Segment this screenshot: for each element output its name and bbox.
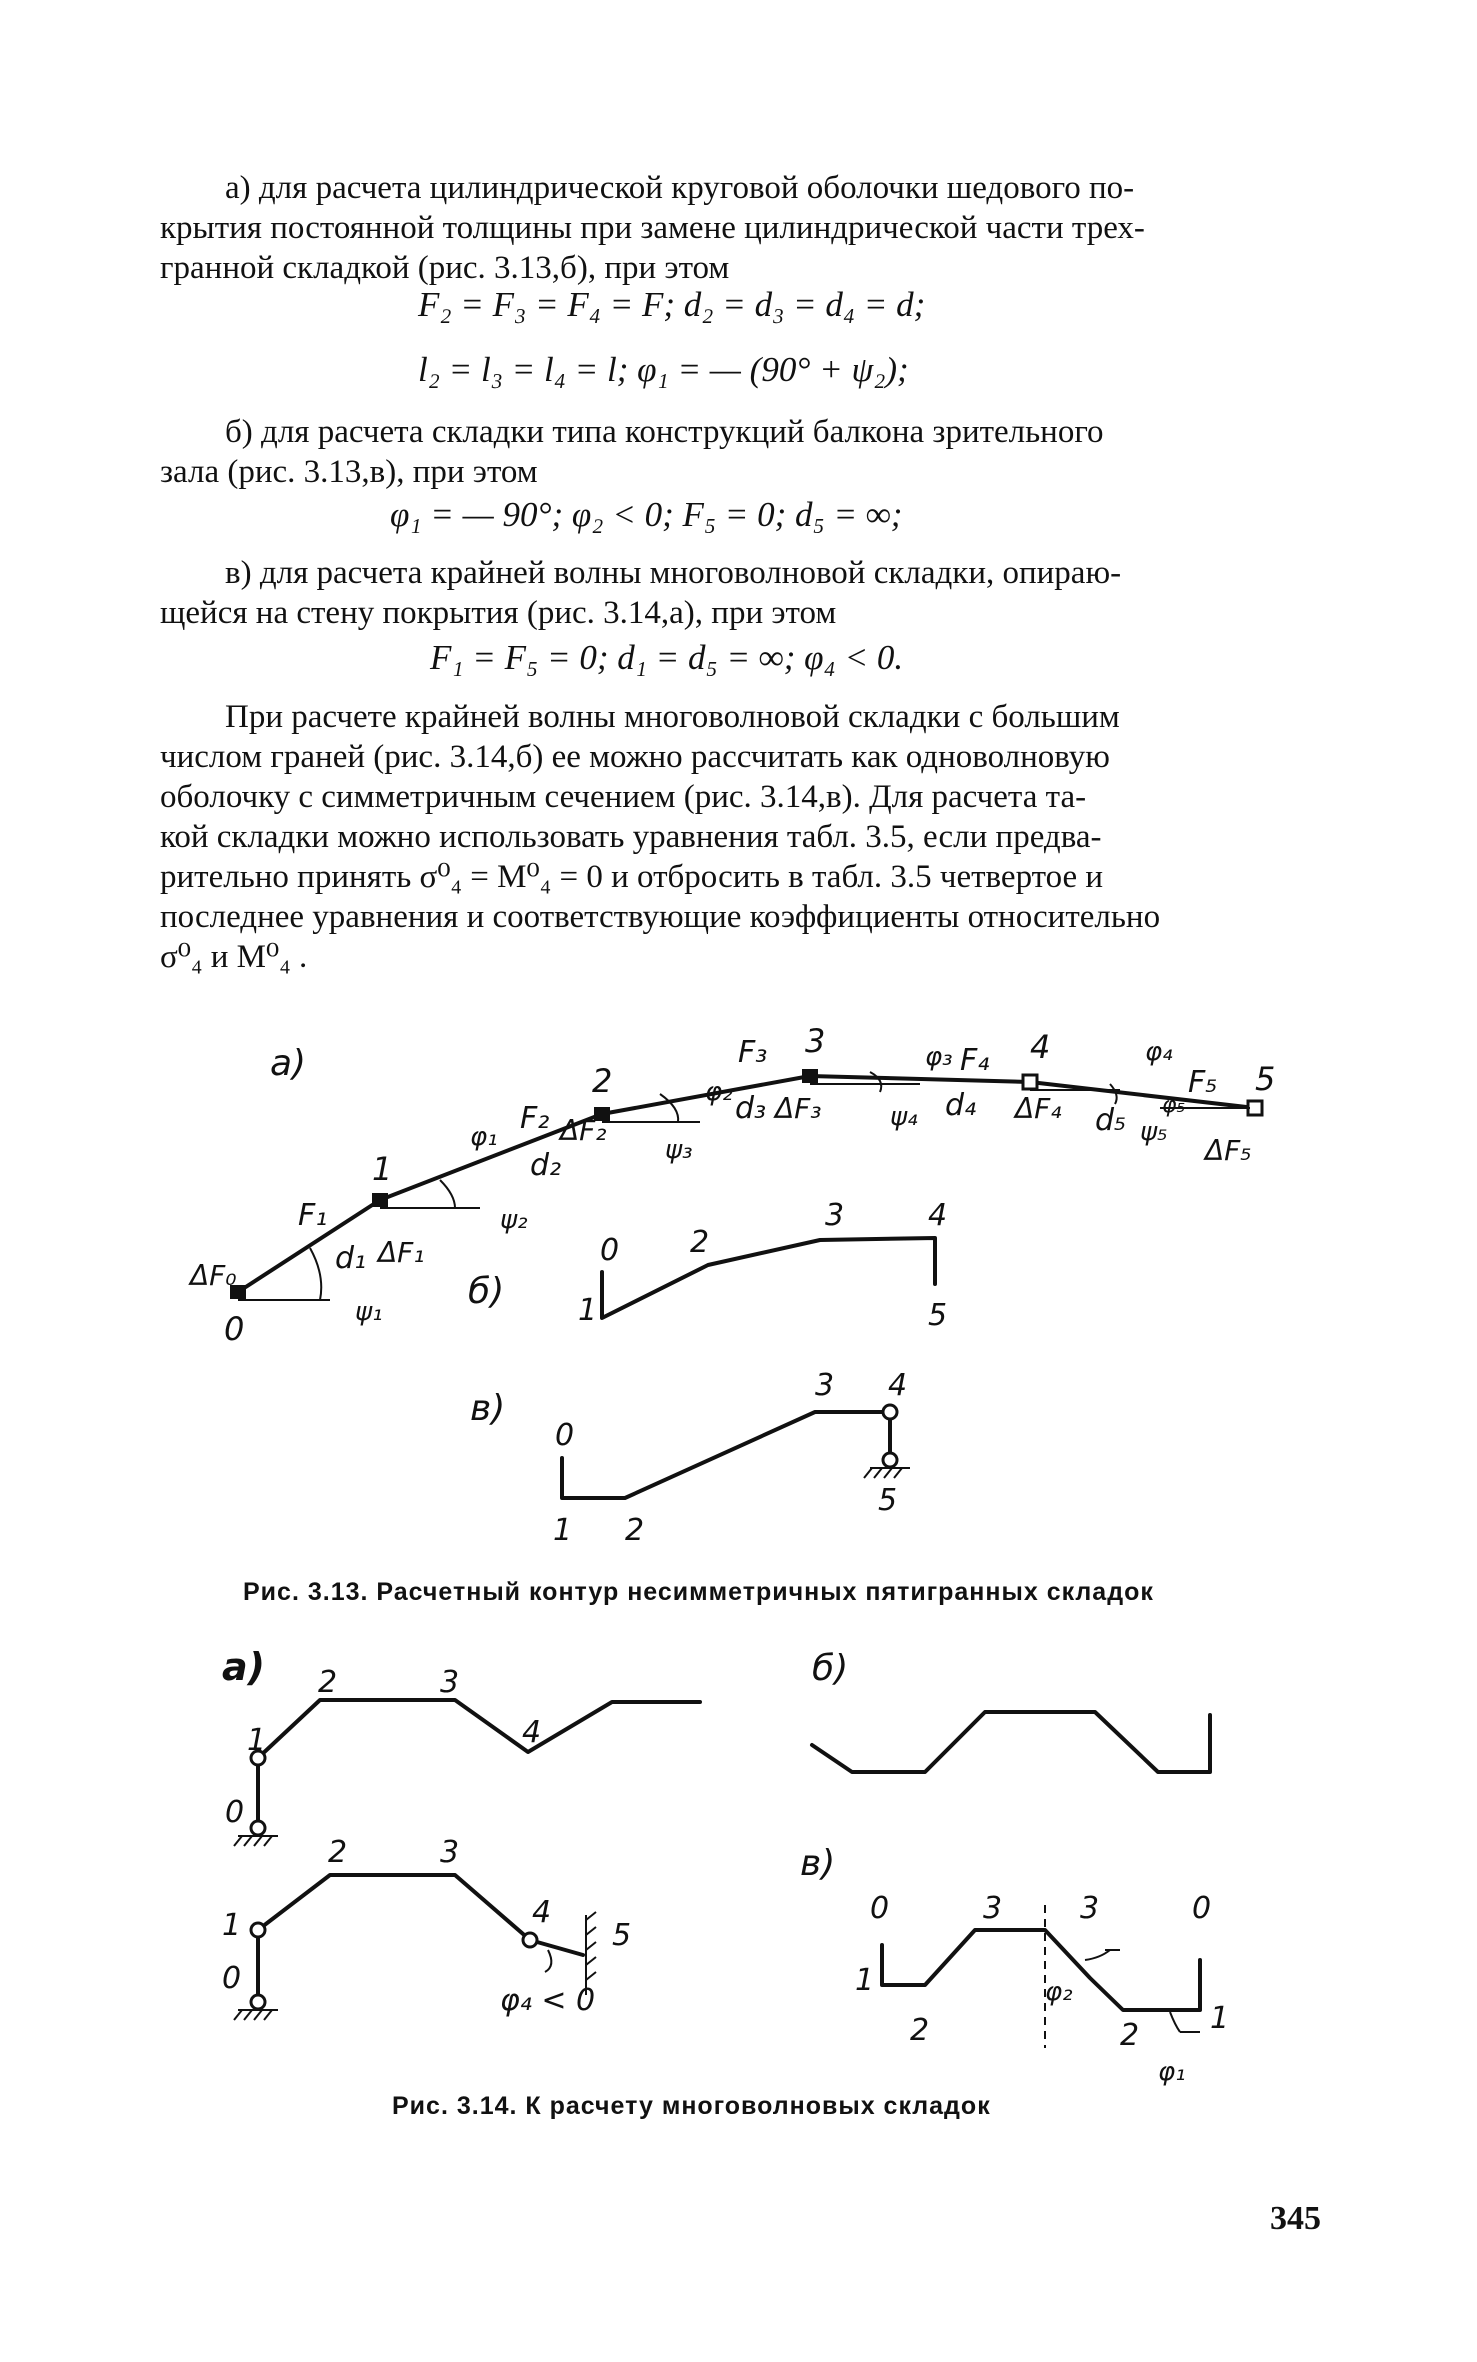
angle-arc bbox=[1085, 1950, 1110, 1960]
delta-label: ΔF₀ bbox=[190, 1259, 237, 1292]
node-label: 3 bbox=[1080, 1891, 1100, 1926]
delta-label: ΔF₃ bbox=[775, 1092, 822, 1125]
node-label: 4 bbox=[888, 1368, 908, 1403]
angle-label: φ₄ bbox=[1145, 1037, 1173, 1067]
figure-caption-3-14: Рис. 3.14. К расчету многоволновых складок bbox=[392, 2092, 991, 2120]
node-label: 0 bbox=[225, 1795, 245, 1830]
hinge bbox=[251, 1821, 265, 1835]
angle-label: ψ₁ bbox=[355, 1297, 383, 1327]
hatch bbox=[234, 1836, 242, 1846]
condition-label: φ₄ < 0 bbox=[500, 1983, 596, 2018]
node-label: 4 bbox=[532, 1895, 552, 1930]
angle-label: ψ₄ bbox=[890, 1102, 918, 1132]
text-line: б) для расчета складки типа конструкций балкона зрительного bbox=[225, 414, 1104, 450]
hatch bbox=[894, 1468, 902, 1478]
node-label: 5 bbox=[878, 1483, 898, 1518]
angle-label: ψ₅ bbox=[1140, 1117, 1168, 1147]
text-line: щейся на стену покрытия (рис. 3.14,а), при этом bbox=[160, 595, 837, 631]
fig314b-label: б) bbox=[812, 1648, 849, 1689]
formula-2: l₂ = l₃ = l₄ = l; φ₁ = — (90° + ψ₂); bbox=[418, 350, 909, 389]
fig313b-polyline bbox=[602, 1238, 935, 1318]
node-label: 2 bbox=[592, 1062, 613, 1100]
text-line: рительно принять σ⁰₄ = M⁰₄ = 0 и отбросить в табл. 3.5 четвертое и bbox=[160, 859, 1104, 895]
node-label: 5 bbox=[928, 1298, 948, 1333]
node-label: 1 bbox=[247, 1723, 267, 1758]
edge-label: d₁ bbox=[335, 1241, 367, 1276]
fig314a-top bbox=[222, 1645, 700, 1846]
node-label: 3 bbox=[983, 1891, 1003, 1926]
node-label: 1 bbox=[222, 1908, 242, 1943]
hatch bbox=[586, 1927, 596, 1935]
node-label: 0 bbox=[555, 1418, 575, 1453]
node-label: 1 bbox=[553, 1513, 573, 1548]
node-block bbox=[372, 1193, 388, 1207]
angle-label: φ₅ bbox=[1162, 1093, 1186, 1118]
fig314b-polyline bbox=[812, 1712, 1210, 1772]
node-label: 3 bbox=[815, 1368, 835, 1403]
node-label: 5 bbox=[1255, 1060, 1276, 1098]
hatch bbox=[264, 1836, 272, 1846]
hatch bbox=[586, 1957, 596, 1965]
formula-4: F₁ = F₅ = 0; d₁ = d₅ = ∞; φ₄ < 0. bbox=[430, 638, 904, 677]
node-label: 3 bbox=[825, 1198, 845, 1233]
node-label: 1 bbox=[855, 1963, 875, 1998]
text-line: σ⁰₄ и M⁰₄ . bbox=[160, 939, 308, 975]
node-label: 3 bbox=[805, 1022, 826, 1060]
hatch bbox=[874, 1468, 882, 1478]
fig313a bbox=[188, 1022, 1275, 1348]
node-label: 3 bbox=[440, 1665, 460, 1700]
fig313c-label: в) bbox=[470, 1388, 506, 1429]
hinge bbox=[523, 1933, 537, 1947]
text-line: оболочку с симметричным сечением (рис. 3.14,в). Для расчета та- bbox=[160, 779, 1087, 815]
angle-arc bbox=[660, 1094, 678, 1122]
node-label: 2 bbox=[625, 1513, 645, 1548]
text-line: При расчете крайней волны многоволновой складки с большим bbox=[225, 699, 1120, 735]
fig314c-label: в) bbox=[800, 1843, 836, 1884]
page-number: 345 bbox=[1270, 2200, 1321, 2237]
edge-label: d₂ bbox=[530, 1148, 562, 1183]
node-label: 3 bbox=[440, 1835, 460, 1870]
delta-label: ΔF₄ bbox=[1015, 1092, 1062, 1125]
delta-label: ΔF₁ bbox=[378, 1236, 425, 1269]
node-label: 2 bbox=[1120, 2018, 1140, 2053]
delta-label: ΔF₅ bbox=[1205, 1134, 1252, 1167]
node-block bbox=[1248, 1101, 1262, 1115]
fig313b bbox=[468, 1198, 947, 1333]
edge-label: F₁ bbox=[298, 1198, 328, 1233]
hatch bbox=[234, 2010, 242, 2020]
text-line: зала (рис. 3.13,в), при этом bbox=[160, 454, 538, 490]
node-label: 0 bbox=[600, 1233, 620, 1268]
fig314a-bottom bbox=[222, 1835, 631, 2020]
text-line: а) для расчета цилиндрической круговой оболочки шедового по- bbox=[225, 170, 1135, 206]
fig314c bbox=[800, 1843, 1229, 2087]
edge-label: F₃ bbox=[738, 1035, 768, 1070]
angle-arc bbox=[1170, 2012, 1180, 2032]
hinge bbox=[251, 1995, 265, 2009]
angle-label: φ₁ bbox=[470, 1122, 498, 1152]
text-line: крытия постоянной толщины при замене цилиндрической части трех- bbox=[160, 210, 1145, 246]
node-label: 5 bbox=[612, 1918, 632, 1953]
formula-1: F₂ = F₃ = F₄ = F; d₂ = d₃ = d₄ = d; bbox=[418, 285, 926, 324]
text-line: последнее уравнения и соответствующие коэффициенты относительно bbox=[160, 899, 1161, 935]
node-label: 4 bbox=[928, 1198, 948, 1233]
edge-label: F₅ bbox=[1188, 1065, 1218, 1100]
edge-label: F₂ bbox=[520, 1101, 550, 1136]
edge-label: d₅ bbox=[1095, 1103, 1127, 1138]
angle-label: φ₂ bbox=[705, 1077, 733, 1107]
angle-label: ψ₃ bbox=[665, 1135, 693, 1165]
angle-label: φ₂ bbox=[1045, 1977, 1073, 2007]
hatch bbox=[254, 1836, 262, 1846]
angle-label: φ₃ bbox=[925, 1042, 953, 1072]
fig313a-label: а) bbox=[270, 1043, 307, 1084]
hatch bbox=[586, 1912, 596, 1920]
angle-arc bbox=[310, 1248, 321, 1300]
node-label: 2 bbox=[328, 1835, 348, 1870]
node-label: 1 bbox=[578, 1293, 598, 1328]
formula-3: φ₁ = — 90°; φ₂ < 0; F₅ = 0; d₅ = ∞; bbox=[390, 495, 903, 534]
angle-arc bbox=[440, 1180, 455, 1208]
angle-arc bbox=[870, 1072, 881, 1092]
node-block bbox=[802, 1069, 818, 1083]
node-label: 4 bbox=[1030, 1028, 1051, 1066]
fig314b bbox=[812, 1648, 1210, 1772]
angle-label: ψ₂ bbox=[500, 1205, 528, 1235]
node-label: 1 bbox=[372, 1150, 393, 1188]
node-label: 2 bbox=[318, 1665, 338, 1700]
figure-caption-3-13: Рис. 3.13. Расчетный контур несимметричных пятигранных складок bbox=[243, 1578, 1154, 1606]
hatch bbox=[244, 2010, 252, 2020]
edge-label: F₄ bbox=[960, 1043, 990, 1078]
node-label: 1 bbox=[1210, 2001, 1230, 2036]
fig314a-label: а) bbox=[222, 1645, 266, 1689]
edge-label: d₄ bbox=[945, 1088, 977, 1123]
node-label: 2 bbox=[690, 1225, 710, 1260]
fig314a-top-polyline bbox=[258, 1700, 700, 1825]
hatch bbox=[586, 1942, 596, 1950]
node-label: 0 bbox=[870, 1891, 890, 1926]
text-line: кой складки можно использовать уравнения табл. 3.5, если предва- bbox=[160, 819, 1102, 855]
fig313c bbox=[470, 1368, 910, 1548]
hatch bbox=[254, 2010, 262, 2020]
angle-label: φ₁ bbox=[1158, 2057, 1186, 2087]
hinge bbox=[883, 1453, 897, 1467]
angle-arc bbox=[1110, 1084, 1117, 1104]
hatch bbox=[864, 1468, 872, 1478]
node-label: 4 bbox=[522, 1715, 542, 1750]
hatch bbox=[586, 1972, 596, 1980]
delta-label: ΔF₂ bbox=[560, 1114, 607, 1147]
hatch bbox=[244, 1836, 252, 1846]
node-block bbox=[1023, 1075, 1037, 1089]
edge-label: d₃ bbox=[735, 1091, 767, 1126]
fig313c-polyline bbox=[562, 1412, 890, 1498]
fig313b-label: б) bbox=[468, 1271, 505, 1312]
text-line: гранной складкой (рис. 3.13,б), при этом bbox=[160, 250, 730, 286]
angle-arc bbox=[545, 1950, 551, 1972]
hatch bbox=[884, 1468, 892, 1478]
node-label: 0 bbox=[222, 1961, 242, 1996]
text-line: в) для расчета крайней волны многоволновой складки, опираю- bbox=[225, 555, 1122, 591]
fig314c-polyline bbox=[882, 1930, 1200, 2010]
hatch bbox=[264, 2010, 272, 2020]
node-label: 0 bbox=[224, 1310, 245, 1348]
hinge bbox=[883, 1405, 897, 1419]
node-label: 0 bbox=[1192, 1891, 1212, 1926]
text-line: числом граней (рис. 3.14,б) ее можно рассчитать как одноволновую bbox=[160, 739, 1110, 775]
node-label: 2 bbox=[910, 2013, 930, 2048]
hinge bbox=[251, 1923, 265, 1937]
